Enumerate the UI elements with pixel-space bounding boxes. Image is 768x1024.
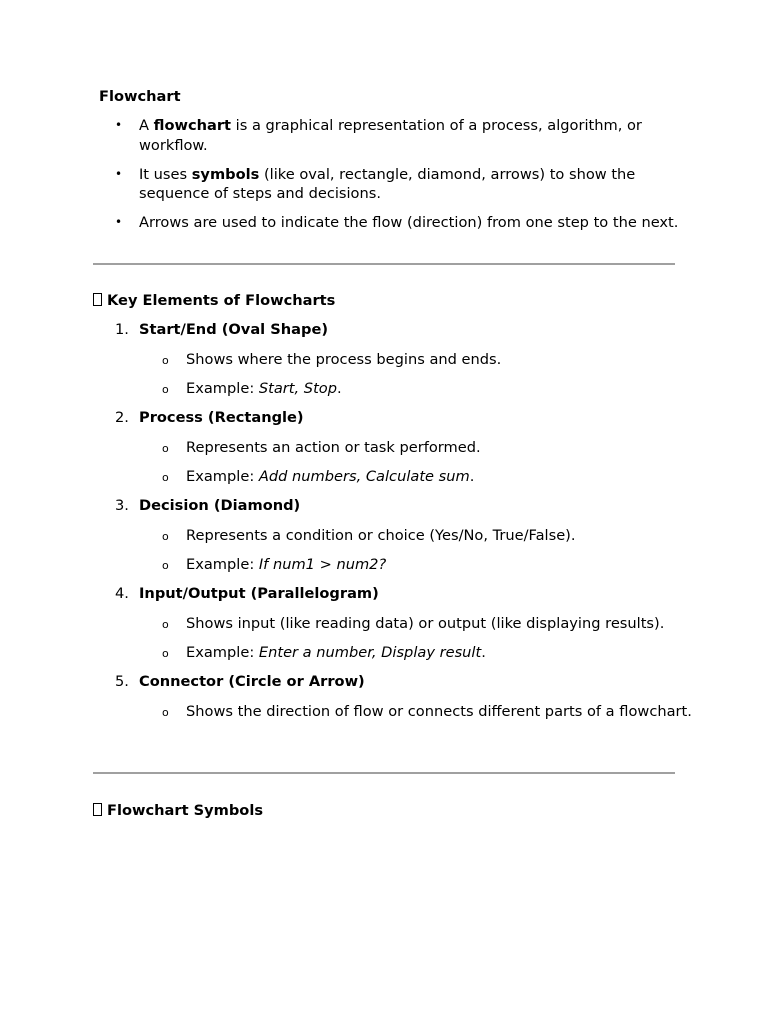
sub-list-item <box>139 614 694 634</box>
sub-list-item <box>139 702 694 722</box>
example-text: If num1 > num2? <box>258 556 387 573</box>
sub-list <box>139 350 694 399</box>
list-number: 3. <box>115 497 129 514</box>
list-item <box>94 213 694 233</box>
sub-list <box>139 526 694 575</box>
list-item <box>94 408 694 487</box>
bullet-text-bold: flowchart <box>153 117 232 134</box>
sub-list-item <box>139 643 694 663</box>
list-item <box>94 320 694 399</box>
missing-glyph-icon <box>93 803 102 816</box>
element-description: Shows where the process begins and ends. <box>186 350 502 368</box>
section-heading-text: Key Elements of Flowcharts <box>107 292 336 309</box>
element-title: Connector (Circle or Arrow) <box>139 673 365 690</box>
element-description: Shows the direction of flow or connects different parts of a flowchart. <box>186 702 692 720</box>
list-item <box>94 165 694 204</box>
circle-bullet-icon: o <box>162 353 169 367</box>
list-item <box>94 116 694 155</box>
intro-bullet-list <box>94 116 694 242</box>
bullet-text: (like oval, rectangle, diamond, arrows) to show the sequence of steps and decisions. <box>139 165 636 202</box>
circle-bullet-icon: o <box>162 441 169 455</box>
bullet-text: is a graphical representation of a process, algorithm, or workflow. <box>139 117 642 154</box>
circle-bullet-icon: o <box>162 559 169 572</box>
sub-list-item <box>139 438 694 458</box>
element-description: Shows input (like reading data) or output (like displaying results). <box>186 614 665 632</box>
horizontal-divider <box>93 263 675 265</box>
circle-bullet-icon: o <box>162 647 169 660</box>
sub-list-item <box>139 555 694 575</box>
sub-list <box>139 614 694 663</box>
circle-bullet-icon: o <box>162 471 169 484</box>
sub-list-item <box>139 379 694 399</box>
sub-list-item <box>139 526 694 546</box>
example-text: Start, Stop <box>258 380 337 397</box>
element-title: Decision (Diamond) <box>139 497 301 514</box>
sub-list <box>139 702 694 722</box>
page-title: Flowchart <box>99 88 181 105</box>
list-item <box>94 672 694 721</box>
key-elements-list <box>94 320 694 731</box>
sub-list-item <box>139 467 694 487</box>
bullet-text: Arrows are used to indicate the flow (direction) from one step to the next. <box>139 214 679 231</box>
bullet-icon: • <box>115 166 123 181</box>
example-label: Example: <box>186 468 259 485</box>
sub-list <box>139 438 694 487</box>
bullet-text-bold: symbols <box>191 165 260 183</box>
circle-bullet-icon: o <box>162 529 169 543</box>
list-number: 2. <box>115 409 129 426</box>
missing-glyph-icon <box>93 293 102 306</box>
circle-bullet-icon: o <box>162 383 169 396</box>
example-label: Example: <box>186 556 259 573</box>
example-suffix: . <box>481 644 486 661</box>
example-label: Example: <box>186 644 259 661</box>
list-number: 5. <box>115 673 129 690</box>
list-item <box>94 584 694 663</box>
section-heading-key-elements <box>93 291 335 310</box>
element-description: Represents a condition or choice (Yes/No, True/False). <box>186 526 576 544</box>
list-number: 1. <box>115 321 129 338</box>
circle-bullet-icon: o <box>162 617 169 631</box>
element-title: Start/End (Oval Shape) <box>139 321 329 338</box>
bullet-text: A <box>139 117 154 134</box>
sub-list-item <box>139 350 694 370</box>
circle-bullet-icon: o <box>162 705 169 719</box>
example-text: Add numbers, Calculate sum <box>258 468 470 485</box>
list-number: 4. <box>115 585 129 602</box>
element-title: Process (Rectangle) <box>139 409 304 426</box>
element-description: Represents an action or task performed. <box>186 438 481 456</box>
bullet-icon: • <box>115 215 123 229</box>
bullet-text: It uses <box>139 165 192 183</box>
list-item <box>94 496 694 575</box>
example-suffix: . <box>336 380 342 397</box>
bullet-icon: • <box>115 118 123 132</box>
section-heading-text: Flowchart Symbols <box>107 802 264 819</box>
example-label: Example: <box>186 380 259 397</box>
element-title: Input/Output (Parallelogram) <box>139 585 379 602</box>
horizontal-divider <box>93 772 675 774</box>
example-suffix: . <box>469 468 475 485</box>
section-heading-symbols <box>93 801 263 820</box>
example-text: Enter a number, Display result <box>258 644 482 661</box>
